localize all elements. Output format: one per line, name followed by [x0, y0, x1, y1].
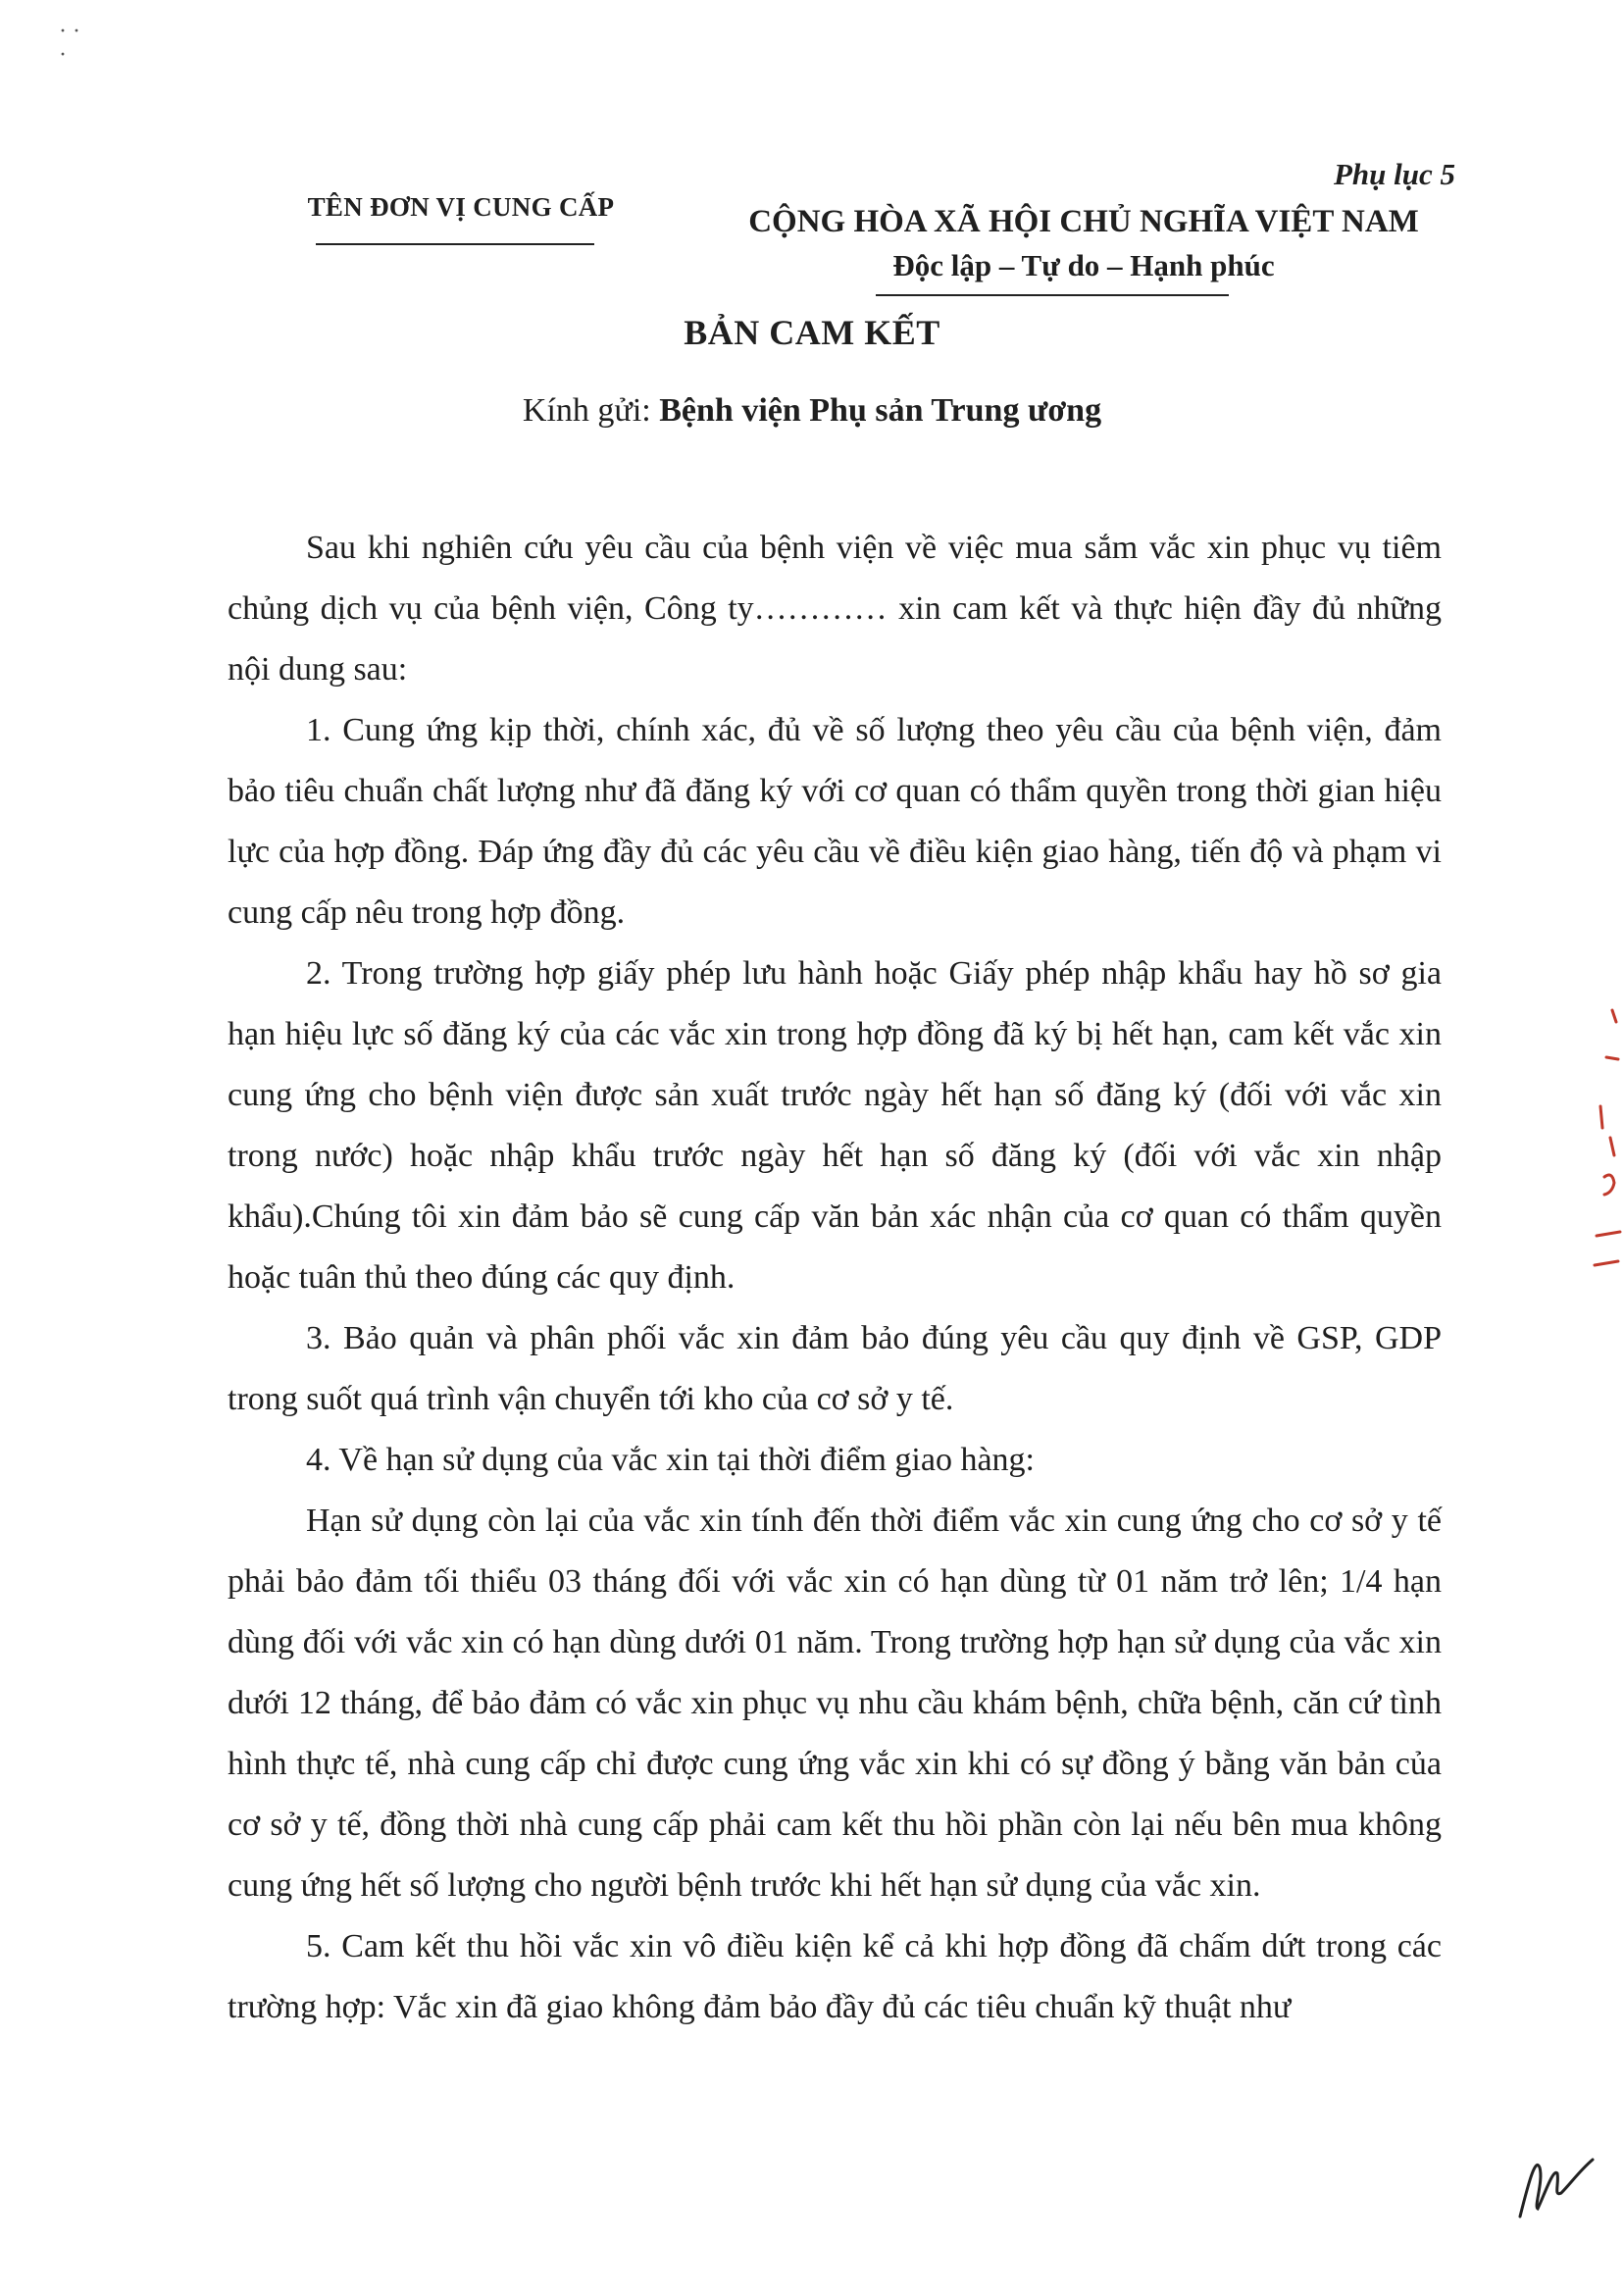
- recipient-line: [0, 392, 1624, 430]
- item-4-detail: Hạn sử dụng còn lại của vắc xin tính đến thời điểm vắc xin cung ứng cho cơ sở y tế phải bảo đảm tối thiểu 03 tháng đối với vắc xin có hạn dùng từ 01 năm trở lên; 1/4 hạn dùng đối với vắc xin có hạn dùng dưới 01 năm. Trong trường hợp hạn sử dụng của vắc xin dưới 12 tháng, để bảo đảm có vắc xin phục vụ nhu cầu khám bệnh, chữa bệnh, căn cứ tình hình thực tế, nhà cung cấp chỉ được cung ứng vắc xin khi có sự đồng ý bằng văn bản của cơ sở y tế, đồng thời nhà cung cấp phải cam kết thu hồi phần còn lại nếu bên mua không cung ứng hết số lượng cho người bệnh trước khi hết hạn sử dụng của vắc xin.: [228, 1503, 1442, 1904]
- scan-specks: · · ·: [59, 19, 80, 68]
- intro-paragraph: Sau khi nghiên cứu yêu cầu của bệnh viện về việc mua sắm vắc xin phục vụ tiêm chủng dịch vụ của bệnh viện, Công ty………… xin cam kết và thực hiện đầy đủ những nội dung sau:: [228, 530, 1442, 688]
- motto-underline: [876, 294, 1229, 296]
- provider-unit: TÊN ĐƠN VỊ CUNG CẤP: [307, 192, 615, 222]
- item-2: 2. Trong trường hợp giấy phép lưu hành hoặc Giấy phép nhập khẩu hay hồ sơ gia hạn hiệu lực số đăng ký của các vắc xin trong hợp đồng đã ký bị hết hạn, cam kết vắc xin cung ứng cho bệnh viện được sản xuất trước ngày hết hạn số đăng ký (đối với vắc xin trong nước) hoặc nhập khẩu trước ngày hết hạn số đăng ký (đối với vắc xin nhập khẩu).Chúng tôi xin đảm bảo sẽ cung cấp văn bản xác nhận của cơ quan có thẩm quyền hoặc tuân thủ theo đúng các quy định.: [228, 955, 1442, 1296]
- republic-title: CỘNG HÒA XÃ HỘI CHỦ NGHĨA VIỆT NAM: [748, 204, 1419, 239]
- appendix-label: Phụ lục 5: [1333, 157, 1455, 191]
- item-5: 5. Cam kết thu hồi vắc xin vô điều kiện kể cả khi hợp đồng đã chấm dứt trong các trường hợp: Vắc xin đã giao không đảm bảo đầy đủ các tiêu chuẩn kỹ thuật như: [228, 1928, 1442, 2025]
- red-seal-edge: [1589, 1000, 1624, 1295]
- national-header: [721, 204, 1446, 283]
- item-1: 1. Cung ứng kịp thời, chính xác, đủ về số lượng theo yêu cầu của bệnh viện, đảm bảo tiêu chuẩn chất lượng như đã đăng ký với cơ quan có thẩm quyền trong thời gian hiệu lực của hợp đồng. Đáp ứng đầy đủ các yêu cầu về điều kiện giao hàng, tiến độ và phạm vi cung cấp nêu trong hợp đồng.: [228, 712, 1442, 931]
- provider-header: [270, 192, 652, 223]
- item-3: 3. Bảo quản và phân phối vắc xin đảm bảo đúng yêu cầu quy định về GSP, GDP trong suốt quá trình vận chuyển tới kho của cơ sở y tế.: [228, 1320, 1442, 1417]
- document-title: BẢN CAM KẾT: [684, 313, 940, 352]
- initials-signature: [1510, 2138, 1599, 2226]
- recipient-name: Bệnh viện Phụ sản Trung ương: [659, 392, 1102, 429]
- provider-underline: [316, 243, 594, 245]
- commitment-body: [228, 518, 1442, 2038]
- item-4: 4. Về hạn sử dụng của vắc xin tại thời điểm giao hàng:: [306, 1442, 1036, 1478]
- recipient-label: Kính gửi:: [522, 392, 660, 429]
- national-motto: Độc lập – Tự do – Hạnh phúc: [892, 248, 1275, 282]
